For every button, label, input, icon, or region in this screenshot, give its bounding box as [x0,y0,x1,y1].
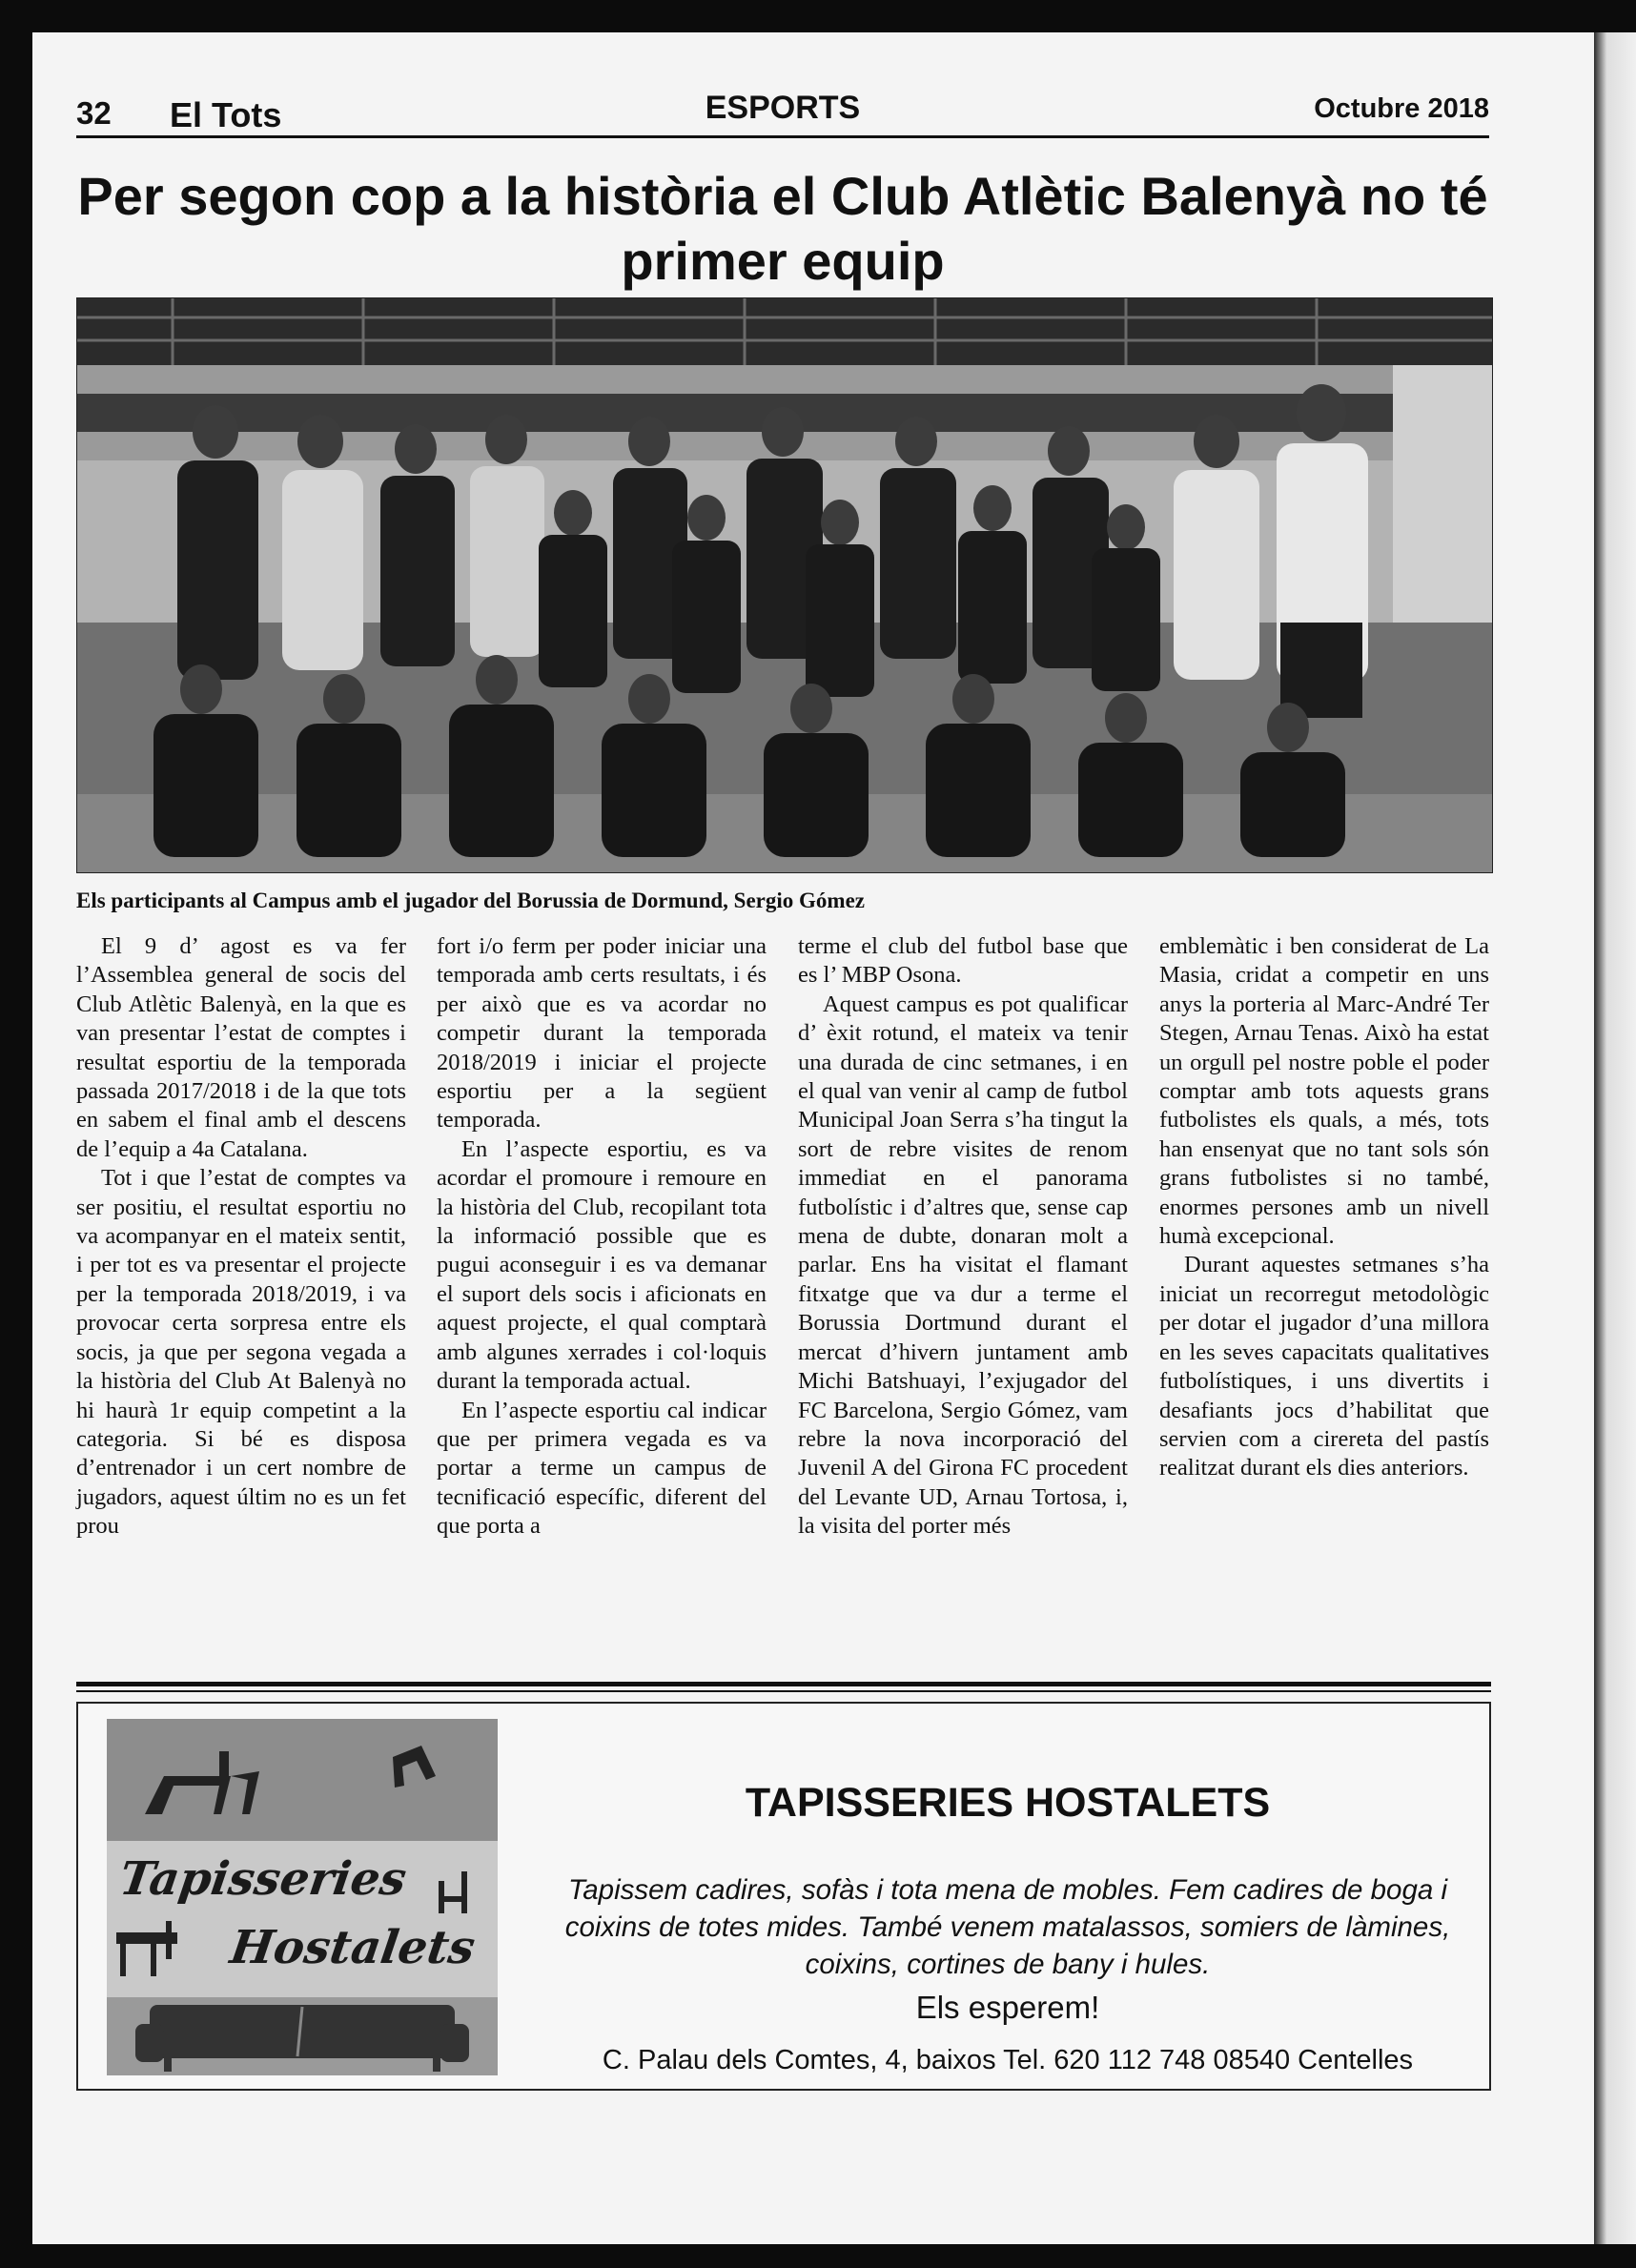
paragraph: Durant aquestes setmanes s’ha iniciat un recorregut metodològic per dotar el jugador d’una millora en les seves capacitats qualitatives futbolístiques, i uns divertits i desafiants jocs d’habilitat que servien com a cirereta del pastís realitzat durant els dies anteriors. [1159,1252,1489,1481]
ad-call-to-action: Els esperem! [915,1990,1100,2025]
article-column-3 [798,932,1128,1542]
team-photo [76,297,1493,873]
logo-word-1: Tapisseries [116,1852,410,1906]
divider-rule [76,1682,1491,1686]
paragraph: Aquest campus es pot qualificar d’ èxit rotund, el mateix va tenir una durada de cinc setmanes, i en el qual van venir al camp de futbol Municipal Joan Serra s’ha tingut la sort de rebre visites de renom immediat en el panorama futbolístic i d’altres que, sense cap mena de dubte, donaran molt a parlar. Ens ha visitat el flamant fitxatge que va dur a terme el Borussia Dortmund durant el mercat d’hivern juntament amb Michi Batshuayi, l’exjugador del FC Barcelona, Sergio Gómez, vam rebre la nova incorporació del Juvenil A del Girona FC procedent del Levante UD, Arnau Tortosa, i, la visita del porter més [798,991,1128,1540]
ad-address: C. Palau dels Comtes, 4, baixos Tel. 620 112 748 08540 Centelles [602,2045,1414,2075]
page-header [76,59,1489,138]
paragraph: En l’aspecte esportiu cal indicar que per primera vegada es va portar a terme un campus de tecnificació específic, diferent del que porta a [437,1397,767,1540]
paragraph: Tot i que l’estat de comptes va ser positiu, el resultat esportiu no va acompanyar en el mateix sentit, i per tot es va presentar el projecte per la temporada 2018/2019, i va provocar certa sorpresa entre els socis, ja que per segona vegada a la història del Club At Balenyà no hi haurà 1r equip competint a la categoria. Si bé es disposa d’entrenador i un cert nombre de jugadors, aquest últim no es un fet prou [76,1165,406,1540]
article-title: Per segon cop a la història el Club Atlètic Balenyà no té primer equip [77,166,1488,291]
team-photo-image [77,298,1492,872]
paragraph: En l’aspecte esportiu, es va acordar el promoure i remoure en la història del Club, recopilant tota la informació possible que es pugui aconseguir i es va demanar el suport dels socis i aficionats en aquest projecte, el qual comptarà amb algunes xerrades i col·loquis durant la temporada actual. [437,1135,767,1395]
ad-description: Tapissem cadires, sofàs i tota mena de mobles. Fem cadires de boga i coixins de totes mides. També venem matalassos, somiers de làmines, coixins, cortines de bany i hules. [564,1874,1451,1980]
page-number: 32 [76,95,112,131]
page-edge [1594,32,1636,2244]
article-column-2 [437,932,767,1542]
publication-name: El Tots [170,95,282,134]
article-column-1 [76,932,406,1542]
paragraph: emblemàtic i ben considerat de La Masia, cridat a competir en uns anys la porteria al Marc-André Ter Stegen, Arnau Tenas. Això ha estat un orgull pel nostre poble el poder comptar amb tots aquests grans futbolistes els quals, a més, tots han ensenyat que no tant sols són grans futbolistes si no també, enormes persones amb un nivell humà excepcional. [1159,933,1489,1250]
ad-title: TAPISSERIES HOSTALETS [745,1780,1271,1826]
paragraph: El 9 d’ agost es va fer l’Assemblea general de socis del Club Atlètic Balenyà, en la que es van presentar l’estat de comptes i resultat esportiu de la temporada passada 2017/2018 i de la que tots en sabem el final amb el descens de l’equip a 4a Catalana. [76,933,406,1162]
issue-date: Octubre 2018 [1314,93,1489,124]
advertisement [76,1702,1491,2091]
paragraph: fort i/o ferm per poder iniciar una temporada amb certs resultats, i és per això que es va acordar no competir durant la temporada 2018/2019 i iniciar el projecte esportiu per a la següent temporada. [437,933,767,1134]
article-column-4 [1159,932,1489,1483]
photo-caption: Els participants al Campus amb el jugador del Borussia de Dormund, Sergio Gómez [76,889,865,912]
section-name: ESPORTS [705,90,861,126]
divider-rule [76,1690,1491,1692]
logo-word-2: Hostalets [227,1921,479,1974]
paragraph: terme el club del futbol base que es l’ MBP Osona. [798,933,1128,989]
article-body [76,932,1491,1657]
ad-logo [107,1719,498,2075]
